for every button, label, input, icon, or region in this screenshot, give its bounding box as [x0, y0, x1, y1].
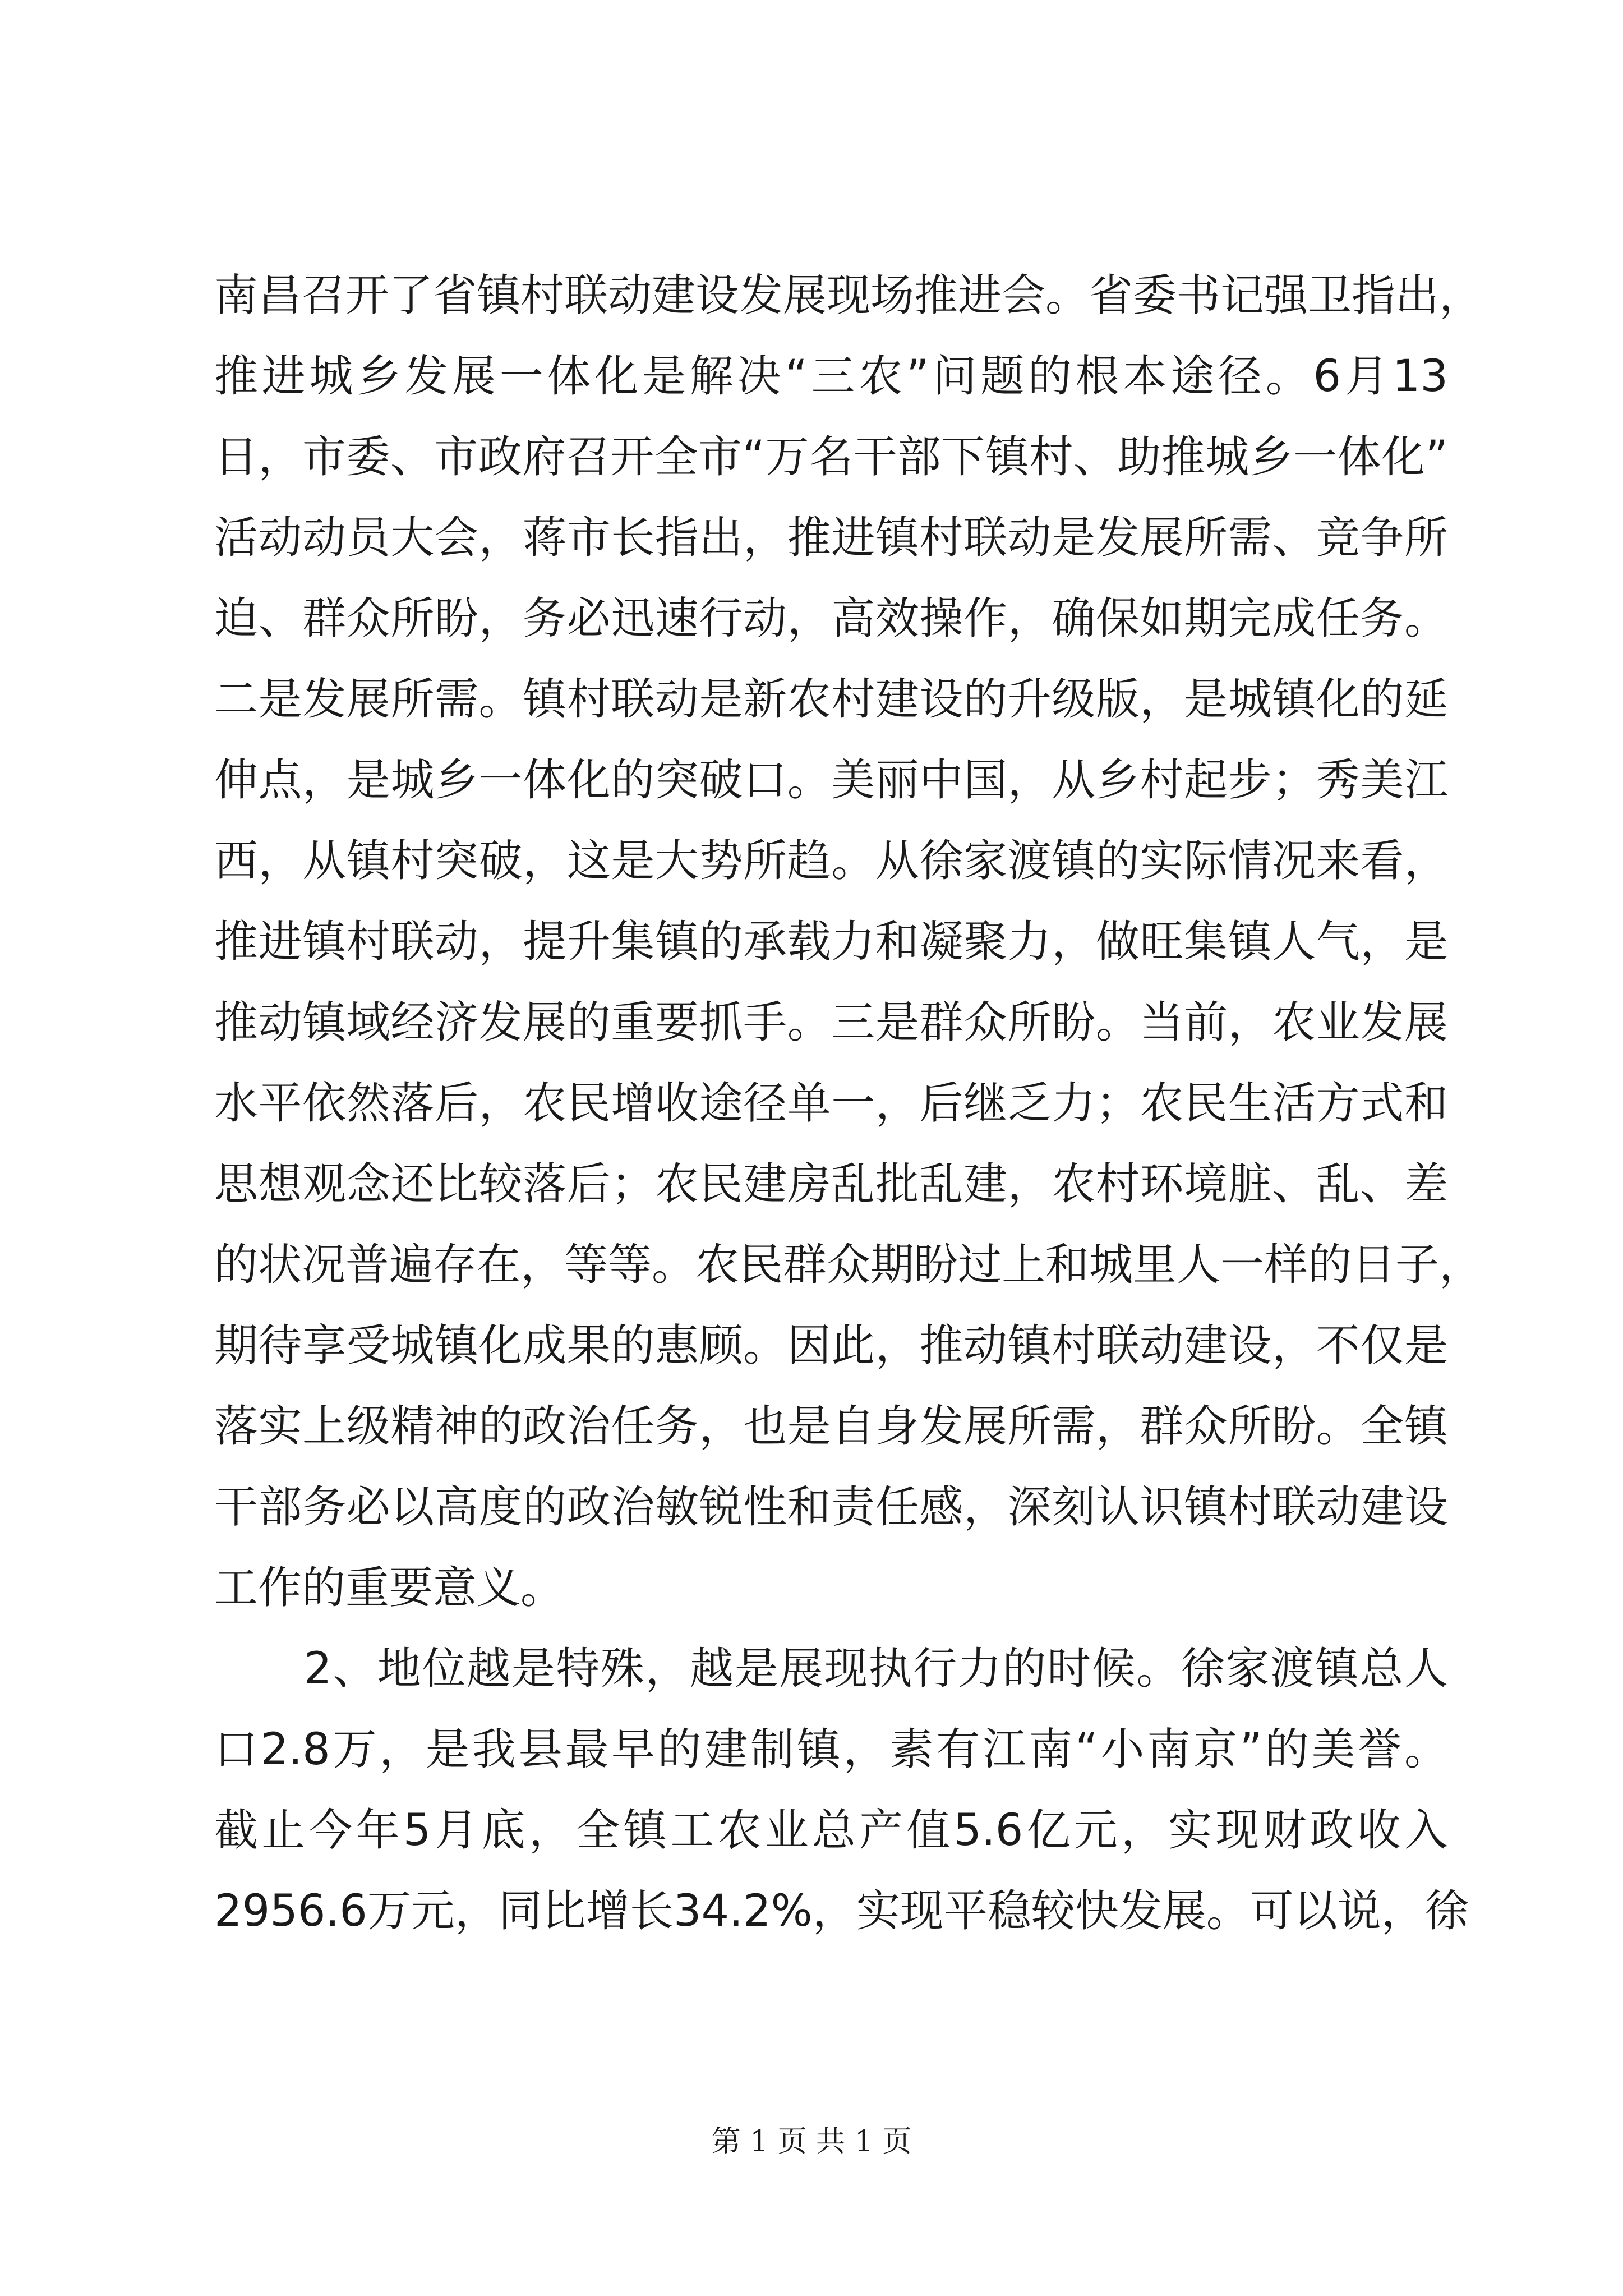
text-line: 截止今年5月底，全镇工农业总产值5.6亿元，实现财政收入: [214, 1805, 1448, 1856]
text-line: 期待享受城镇化成果的惠顾。因此，推动镇村联动建设，不仅是: [214, 1320, 1448, 1371]
text-line: 伸点，是城乡一体化的突破口。美丽中国，从乡村起步；秀美江: [214, 755, 1448, 806]
page-footer: [0, 2118, 1623, 2160]
text-line: 推动镇域经济发展的重要抓手。三是群众所盼。当前，农业发展: [214, 997, 1448, 1048]
text-line: 二是发展所需。镇村联动是新农村建设的升级版，是城镇化的延: [214, 674, 1448, 725]
text-line: 推进镇村联动，提升集镇的承载力和凝聚力，做旺集镇人气，是: [214, 917, 1448, 967]
text-line: 工作的重要意义。: [214, 1563, 565, 1613]
text-line: 干部务必以高度的政治敏锐性和责任感，深刻认识镇村联动建设: [214, 1482, 1448, 1533]
text-line: 的状况普遍存在，等等。农民群众期盼过上和城里人一样的日子，: [214, 1240, 1483, 1290]
text-line: 思想观念还比较落后；农民建房乱批乱建，农村环境脏、乱、差: [214, 1159, 1448, 1209]
text-line: 迫、群众所盼，务必迅速行动，高效操作，确保如期完成任务。: [214, 593, 1448, 644]
text-line: 活动动员大会，蒋市长指出，推进镇村联动是发展所需、竞争所: [214, 513, 1448, 563]
text-line: 水平依然落后，农民增收途径单一，后继乏力；农民生活方式和: [214, 1078, 1448, 1129]
text-line: 推进城乡发展一体化是解决“三农”问题的根本途径。6月13: [214, 351, 1448, 402]
text-line: 2、地位越是特殊，越是展现执行力的时候。徐家渡镇总人: [304, 1644, 1448, 1694]
body-text: [214, 255, 1483, 1952]
text-line: 西，从镇村突破，这是大势所趋。从徐家渡镇的实际情况来看，: [214, 836, 1448, 886]
text-line: 落实上级精神的政治任务，也是自身发展所需，群众所盼。全镇: [214, 1401, 1448, 1452]
page-number-label: 第 1 页 共 1 页: [711, 2125, 912, 2159]
text-line: 2956.6万元，同比增长34.2%，实现平稳较快发展。可以说，徐: [214, 1886, 1469, 1936]
text-line: 日，市委、市政府召开全市“万名干部下镇村、助推城乡一体化”: [214, 432, 1448, 482]
text-line: 口2.8万，是我县最早的建制镇，素有江南“小南京”的美誉。: [214, 1724, 1448, 1775]
text-line: 南昌召开了省镇村联动建设发展现场推进会。省委书记强卫指出，: [214, 270, 1483, 321]
